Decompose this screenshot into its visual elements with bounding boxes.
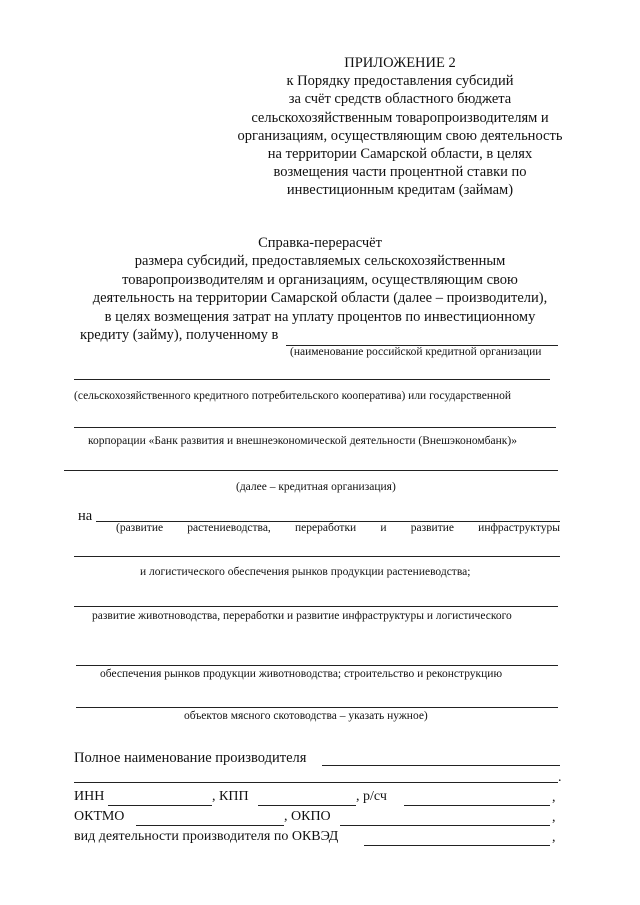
purpose-word: и [380, 522, 387, 534]
appendix-line: возмещения части процентной ставки по [273, 164, 527, 181]
account-comma: , [552, 790, 556, 805]
purpose-word: переработки [295, 522, 357, 534]
certificate-title-line: размера субсидий, предоставляемых сельскохозяйственным [134, 253, 506, 270]
inn-field[interactable] [108, 805, 212, 806]
producer-name-label: Полное наименование производителя [74, 750, 307, 766]
purpose-field-5[interactable] [76, 707, 558, 708]
appendix-line: на территории Самарской области, в целях [267, 146, 533, 163]
credit-org-field-3[interactable] [74, 427, 556, 428]
okpo-label: , ОКПО [284, 809, 331, 824]
okved-field[interactable] [364, 845, 550, 846]
further-caption: (далее – кредитная организация) [236, 481, 396, 493]
credit-org-field-4[interactable] [64, 470, 558, 471]
okpo-comma: , [552, 810, 556, 825]
certificate-heading: Справка-перерасчёт [258, 235, 382, 251]
okpo-field[interactable] [340, 825, 550, 826]
appendix-line: организациям, осуществляющим свою деятельность [237, 127, 563, 144]
appendix-line: инвестиционным кредитам (займам) [286, 182, 514, 199]
oktmo-field[interactable] [136, 825, 284, 826]
bank-name-caption: (наименование российской кредитной организации [290, 346, 542, 358]
purpose-line-1 [116, 522, 560, 534]
purpose-word: инфраструктуры [478, 522, 560, 534]
certificate-title-line: товаропроизводителям и организациям, осуществляющим свою [122, 271, 518, 288]
purpose-word: развитие [410, 522, 454, 534]
inn-label: ИНН [74, 789, 105, 804]
appendix-line: ПРИЛОЖЕНИЕ 2 [344, 55, 456, 71]
purpose-line-5: объектов мясного скотоводства – указать нужное) [184, 710, 428, 722]
producer-name-period: . [558, 770, 562, 785]
appendix-line: к Порядку предоставления субсидий [286, 73, 514, 90]
producer-name-field-2[interactable] [74, 782, 558, 783]
certificate-title-line: деятельность на территории Самарской области (далее – производители), [92, 290, 548, 307]
certificate-title [60, 234, 580, 326]
appendix-line: сельскохозяйственным товаропроизводителям и [251, 109, 549, 126]
credit-org-field-2[interactable] [74, 379, 550, 380]
purpose-field-2[interactable] [74, 556, 560, 557]
account-label: , р/сч [356, 789, 387, 804]
purpose-line-4: обеспечения рынков продукции животноводства; строительство и реконструкцию [100, 668, 503, 680]
purpose-prefix: на [78, 508, 93, 524]
coop-caption: (сельскохозяйственного кредитного потребительского кооператива) или государственной [74, 390, 512, 402]
oktmo-label: ОКТМО [74, 809, 125, 824]
purpose-word: растениеводства, [187, 522, 271, 534]
purpose-field-3[interactable] [74, 606, 558, 607]
okved-comma: , [552, 830, 556, 845]
okved-label: вид деятельности производителя по ОКВЭД [74, 829, 339, 844]
kpp-label: , КПП [212, 789, 249, 804]
appendix-header [230, 54, 570, 200]
producer-name-field[interactable] [322, 765, 560, 766]
corp-caption: корпорации «Банк развития и внешнеэкономической деятельности (Внешэкономбанк)» [88, 435, 517, 447]
purpose-line-3: развитие животноводства, переработки и развитие инфраструктуры и логистического [92, 610, 512, 622]
certificate-title-line: в целях возмещения затрат на уплату процентов по инвестиционному [104, 308, 536, 325]
credit-label: кредиту (займу), полученному в [80, 327, 279, 343]
appendix-line: за счёт средств областного бюджета [288, 91, 512, 108]
purpose-word: (развитие [116, 522, 164, 534]
purpose-field-4[interactable] [76, 665, 558, 666]
kpp-field[interactable] [258, 805, 356, 806]
account-field[interactable] [404, 805, 550, 806]
purpose-line-2: и логистического обеспечения рынков продукции растениеводства; [140, 566, 471, 578]
